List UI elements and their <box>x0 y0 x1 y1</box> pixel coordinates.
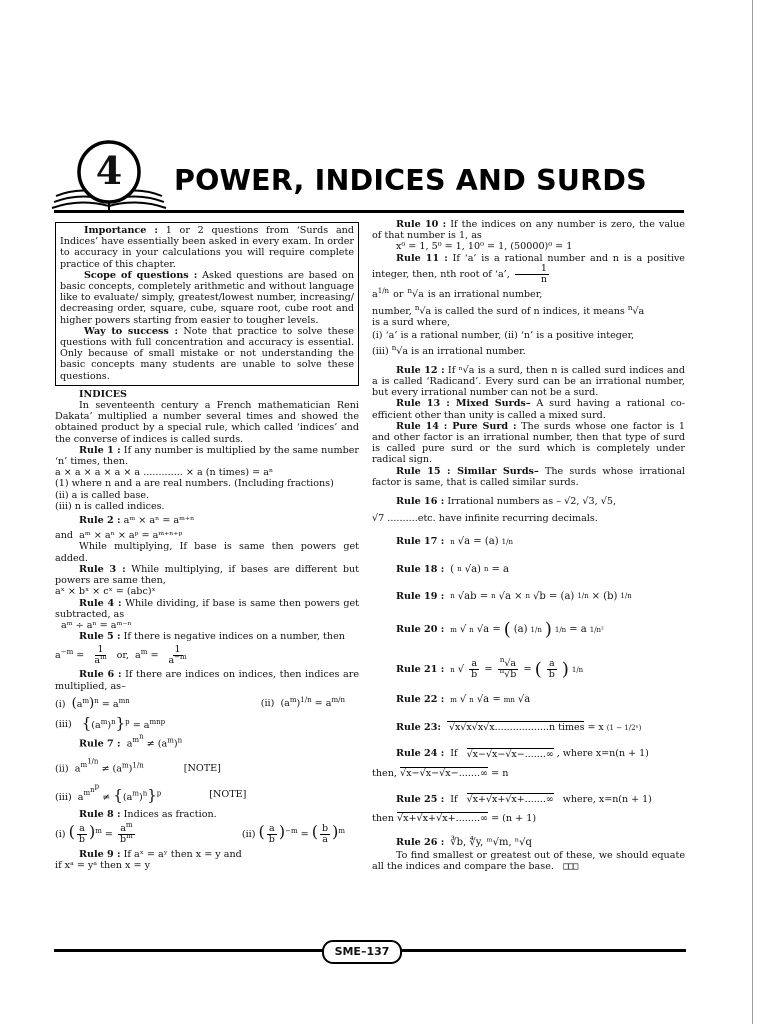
rule11-root-line: $a^{1/n}$ or $^n$√a is an irrational number, <box>372 286 543 300</box>
rule18-row: Rule 18 : ( n √a) n = a <box>396 563 509 575</box>
rule22-row: Rule 22 : m √ n √a = mn √a <box>396 694 531 706</box>
rule6-text: If there are indices on indices, then indices are multiplied, as– <box>55 669 359 692</box>
rule19-label: Rule 19 : <box>396 590 445 602</box>
rule10-equation: x⁰ = 1, 5⁰ = 1, 10⁰ = 1, (50000)⁰ = 1 <box>396 241 573 253</box>
rule24-result: = n <box>491 767 509 779</box>
rule1-note-3: (iii) n is called indices. <box>55 500 165 512</box>
rule1-equation: a × a × a × a × a ............. × a (n times) = aⁿ <box>55 467 274 479</box>
rule26-row <box>396 837 685 848</box>
rule26-equation: ∛b, ∜y, ᵐ√m, ⁿ√q <box>450 836 532 848</box>
rule19-row: Rule 19 : n √ab = n √a × n √b = (a) 1/n × (b) 1/n <box>396 590 632 602</box>
rule1-label: Rule 1 : <box>79 444 121 456</box>
scope-text: Asked questions are based on basic concepts, completely arithmetic and without language like to evaluate/ simply, greatest/lowest number, increasing/ decreasing order, square, cube, square root, cube root and higher powers starting from easier to tougher levels. <box>60 269 355 326</box>
rule6-equation-row: (i) $(a^m)^n = a^{mn}$ (ii) $(a^m)^{1/n} = a^{m/n}$ <box>55 695 345 711</box>
rule8-equations: (i) ( $\frac{a}{b}$ )$^m$ = $\frac{a^m}{b^m}$ (ii) ( $\frac{a}{b}$ )$^{-m}$ = ( $\frac{b}{a}$ )$^m$ <box>55 820 345 845</box>
rule17-label: Rule 17 : <box>396 536 445 548</box>
rule11-or: or <box>393 288 404 300</box>
rule9-label: Rule 9 : <box>79 848 121 860</box>
rule20-label: Rule 20 : <box>396 624 445 636</box>
rule4-label: Rule 4 : <box>79 597 122 609</box>
rule11-text-3: is called the surd of n indices, it means <box>434 306 625 318</box>
rule23-label: Rule 23: <box>396 721 441 733</box>
scope-label: Scope of questions : <box>84 269 198 281</box>
rule2-equation: aᵐ × aⁿ = aᵐ⁺ⁿ <box>123 515 195 527</box>
rule3-equation: aˣ × bˣ × cˣ = (abc)ˣ <box>55 586 156 598</box>
rule24-then: then, <box>372 767 397 779</box>
rule11-condition-1: (i) ‘a’ is a rational number, (ii) ‘n’ is a positive integer, <box>372 330 635 342</box>
importance-text: 1 or 2 questions from ‘Surds and Indices’ have essentially been asked in every exam. In order to accuracy in your calculations you will require complete practice of this chapter. <box>60 225 354 270</box>
rule12-text: If ⁿ√a is a surd, then n is called surd indices and a is called ‘Radicand’. Every surd can be an irrational number, but every irrational number can not be a surd. <box>372 364 685 399</box>
rule16-text-2: √7 ..........etc. have infinite recurring decimals. <box>372 513 598 525</box>
rule15-text: The surds whose irrational factor is same, that is called similar surds. <box>372 465 685 488</box>
rule3-text: While multiplying, if bases are different but powers are same then, <box>55 563 359 587</box>
rule24-if: If <box>450 748 458 760</box>
importance-label: Importance : <box>84 225 158 236</box>
rule14-label: Rule 14 : Pure Surd : <box>396 420 517 432</box>
rule9-text: If aˣ = aʸ then x = y and <box>120 848 242 860</box>
rule1-note-2: (ii) a is called base. <box>55 489 150 501</box>
rule6-ii-label: (ii) <box>260 698 275 710</box>
rule25-label: Rule 25 : <box>396 793 445 805</box>
rule23-row: Rule 23: √x√x√x√x..................n times = x (1 − 1/2ⁿ) <box>396 721 642 734</box>
rule17-row: Rule 17 : n √a = (a) 1/n <box>396 536 513 548</box>
rule9-text-2: if xᵃ = yᵃ then x = y <box>55 860 150 872</box>
success-label: Way to success : <box>84 325 178 337</box>
success-text: Note that practice to solve these questions with full concentration and accuracy is essential. Only because of small mistake or not understanding the basic concepts many students are unable to solve these questions. <box>60 325 354 382</box>
page-number-badge: SME–137 <box>322 940 402 964</box>
rule8-label: Rule 8 : <box>79 808 121 820</box>
rule7-label: Rule 7 : <box>79 738 121 750</box>
rule11-condition-3-label: (iii) <box>372 345 389 357</box>
rule25-row: Rule 25 : If √x+√x+√x+.......∞ where, x=n(n + 1) <box>396 793 652 806</box>
rule5-text: If there is negative indices on a number, then <box>120 631 345 643</box>
page-edge-line <box>752 0 753 1024</box>
rule21-label: Rule 21 : <box>396 664 445 676</box>
rule11-condition-3-text: is an irrational number. <box>411 345 526 357</box>
importance-box <box>55 222 359 386</box>
rule2-equation-2: aᵐ × aⁿ × aᵖ = aᵐ⁺ⁿ⁺ᵖ <box>79 530 183 542</box>
rule15-label: Rule 15 : Similar Surds– <box>396 465 539 477</box>
rule11-text-2: is an irrational number, <box>427 288 543 300</box>
rule24-label: Rule 24 : <box>396 748 445 760</box>
rule7-iii-equation: (iii) $a^{m^{n^p}} \ne \{(a^m)^n\}^p$ [NOTE] <box>55 782 247 804</box>
rule4-equation: aᵐ ÷ aⁿ = aᵐ⁻ⁿ <box>61 619 132 631</box>
rule26-text: To find smallest or greatest out of these, we should equate all the indices and compare the base. <box>372 849 685 872</box>
rule11-text: If ‘a’ is a rational number and n is a positive integer, then, nth root of ‘a’, <box>372 252 685 280</box>
left-column: Importance : 1 or 2 questions from ‘Surds and Indices’ have essentially been asked in every exam. In order to accuracy in your calculations you will require complete practice of this chapter. Scope of questions : Asked questions are based on basic concepts, completely arithmetic and without language like to evaluate/ simply, greatest/lowest number, increasing/ decreasing order, square, cube, square root, cube root and higher powers starting from easier to tougher levels. Way to success : Note that practice to solve these questions with full concentration and accuracy is essential. Only because of small mistake or not understanding the basic concepts many students are unable to solve these questions. INDICES In seventeenth century a French mathematician Reni Dakata’ multiplied a number several times and showed the obtained product by a special rule, which called ‘indices’ and the converse of indices is called surds. Rule 1 : If any number is multiplied by the same number ‘n’ times, then. a × a × a × a × a ............. × a (n times) = aⁿ (1) where n and a are real numbers. (Including fractions) (ii) a is called base. (iii) n is called indices. Rule 2 : aᵐ × aⁿ = aᵐ⁺ⁿ and aᵐ × aⁿ × aᵖ = aᵐ⁺ⁿ⁺ᵖ While multiplying, If base is same then powers get added. Rule 3 : While multiplying, if bases are different but powers are same then, aˣ × bˣ × cˣ = (abc)ˣ Rule 4 : While dividing, if base is same then powers get subtracted, as aᵐ ÷ aⁿ = aᵐ⁻ⁿ Rule 5 : If there is negative indices on a number, then $a^{-m}$ = $\frac{1}{a^m}$ or, $a^m$ = $\frac{1}{a^{-m}}$ Rule 6 : If there are indices on indices, then indices are multiplied, as– (i) $(a^m)^n = a^{mn}$ (ii) $(a^m)^{1/n} = a^{m/n}$ (iii) $\{(a^m)^n\}^p = a^{mnp}$ Rule 7 : $a^{m^n} \ne (a^m)^n$ (ii) $a^{m^{1/n}} \ne (a^m)^{1/n}$ [NOTE] (iii) $a^{m^{n^p}} \ne \{(a^m)^n\}^p$ [NOTE] Rule 8 : Indices as fraction. (i) ( $\frac{a}{b}$ )$^m$ = $\frac{a^m}{b^m}$ (ii) ( $\frac{a}{b}$ )$^{-m}$ = ( $\frac{b}{a}$ )$^m$ Rule 9 : If aˣ = aʸ then x = y and if xᵃ = yᵃ then x = y <box>55 222 359 871</box>
rule2-text: While multiplying, If base is same then powers get added. <box>55 541 359 564</box>
rule4-text: While dividing, if base is same then powers get subtracted, as <box>55 597 360 620</box>
rule12-label: Rule 12 : <box>396 364 445 376</box>
header-rule <box>54 210 684 213</box>
rule1-text: If any number is multiplied by the same number ‘n’ times, then. <box>55 444 360 468</box>
rule26-label: Rule 26 : <box>396 836 445 848</box>
rule2-label: Rule 2 : <box>79 515 121 527</box>
rule3-label: Rule 3 : <box>79 563 126 575</box>
right-column: Rule 10 : If the indices on any number is zero, the value of that number is 1, as x⁰ = 1, 5⁰ = 1, 10⁰ = 1, (50000)⁰ = 1 Rule 11 : If ‘a’ is a rational number and n is a positive integer, then, nth root of ‘a’, $\frac{1}{n}$ $a^{1/n}$ or $^n$√a is an irrational number, number, $^n$√a is called the surd of n indices, it means $^n$√a is a surd where, (i) ‘a’ is a rational number, (ii) ‘n’ is a positive integer, (iii) $^n$√a is an irrational number. Rule 12 : If ⁿ√a is a surd, then n is called surd indices and a is called ‘Radicand’. Every surd can be an irrational number, but every irrational number can not be a surd. Rule 13 : Mixed Surds– A surd having a rational co-efficient other than unity is called a mixed surd. Rule 14 : Pure Surd : The surds whose one factor is 1 and other factor is an irrational number, then that type of surd is called pure surd or the surd which is completely under radical sign. Rule 15 : Similar Surds– The surds whose irrational factor is same, that is called similar surds. Rule 16 : Irrational numbers as – √2, √3, √5, √7 ..........etc. have infinite recurring decimals. Rule 17 : n √a = (a) 1/n Rule 18 : ( n √a) n = a Rule 19 : n √ab = n √a × n √b = (a) 1/n × (b) 1/n Rule 20 : m √ n √a = ( (a) 1/n ) 1/n = a 1/n² Rule 21 : n √ $\frac{a}{b}$ = $\frac{^n√a}{^n√b}$ = ( $\frac{a}{b}$ ) 1/n Rule 22 : m √ n √a = mn √a Rule 23: √x√x√x√x..................n times = x (1 − 1/2ⁿ) Rule 24 : If √x−√x−√x−.......∞ , where x=n(n + 1) then, √x−√x−√x−.......∞ = n Rule 25 : If √x+√x+√x+.......∞ where, x=n(n + 1) then √x+√x+√x+........∞ = (n + 1) Rule 26 : ∛b, ∜y, ᵐ√m, ⁿ√q To find smallest or greatest out of these, we should equate all the indices and compare the base. □□□ <box>372 219 685 872</box>
rule11-text-4: is a surd where, <box>372 317 451 329</box>
rule24-where: , where x=n(n + 1) <box>556 748 649 760</box>
rule25-where: where, x=n(n + 1) <box>562 793 652 805</box>
chapter-book-emblem <box>50 140 168 218</box>
rule25-result: = (n + 1) <box>491 813 537 825</box>
rule7-note-1: [NOTE] <box>183 762 221 774</box>
chapter-title: POWER, INDICES AND SURDS <box>174 164 647 197</box>
rule25-then-line: then √x+√x+√x+........∞ = (n + 1) <box>372 813 537 825</box>
rule14-text: The surds whose one factor is 1 and other factor is an irrational number, then that type of surd is called pure surd or the surd which is completely under radical sign. <box>372 420 685 466</box>
rule10-label: Rule 10 : <box>396 219 447 230</box>
rule11-label: Rule 11 : <box>396 252 448 264</box>
rule25-then: then <box>372 813 394 825</box>
rule8-text: Indices as fraction. <box>120 808 217 820</box>
rule2-and: and <box>55 530 74 542</box>
rule24-then-line: then, √x−√x−√x−.......∞ = n <box>372 767 509 779</box>
rule7-note-2: [NOTE] <box>209 788 247 800</box>
rule16-label: Rule 16 : <box>396 496 445 508</box>
rule24-row: Rule 24 : If √x−√x−√x−.......∞ , where x=n(n + 1) <box>396 748 649 760</box>
rule5-equation: $a^{-m}$ = $\frac{1}{a^m}$ or, $a^m$ = $\frac{1}{a^{-m}}$ <box>55 644 187 667</box>
rule10-text: If the indices on any number is zero, the value of that number is 1, as <box>372 219 685 242</box>
rule6-iii-label: (iii) <box>55 718 72 730</box>
indices-heading: INDICES <box>79 388 127 400</box>
rule20-row: Rule 20 : m √ n √a = ( (a) 1/n ) 1/n = a 1/n² <box>396 619 604 641</box>
rule6-iii-equation: (iii) $\{(a^m)^n\}^p = a^{mnp}$ <box>55 713 166 732</box>
rule6-i-label: (i) <box>55 698 66 710</box>
rule21-row: Rule 21 : n √ $\frac{a}{b}$ = $\frac{^n√a}{^n√b}$ = ( $\frac{a}{b}$ ) 1/n <box>396 656 584 681</box>
rule13-text: A surd having a rational co-efficient other than unity is called a mixed surd. <box>372 398 685 421</box>
rule22-label: Rule 22 : <box>396 694 445 706</box>
rule16-text: Irrational numbers as – √2, √3, √5, <box>444 496 616 508</box>
rule18-label: Rule 18 : <box>396 563 445 575</box>
rule6-label: Rule 6 : <box>79 669 122 681</box>
rule23-tail: n times <box>548 722 585 734</box>
rule5-or: or, <box>116 650 130 662</box>
end-mark: □□□ <box>563 860 578 872</box>
rule7-ii-equation: (ii) $a^{m^{1/n}} \ne (a^m)^{1/n}$ [NOTE] <box>55 757 221 775</box>
rule25-if: If <box>450 793 458 805</box>
chapter-number: 4 <box>95 148 123 193</box>
rule5-label: Rule 5 : <box>79 631 121 643</box>
rule13-label: Rule 13 : Mixed Surds– <box>396 398 531 410</box>
indices-intro: In seventeenth century a French mathematician Reni Dakata’ multiplied a number several times and showed the obtained product by a special rule, which called ‘indices’ and the converse of indices is called surds. <box>55 400 359 445</box>
rule1-note-1: (1) where n and a are real numbers. (Including fractions) <box>55 478 334 490</box>
